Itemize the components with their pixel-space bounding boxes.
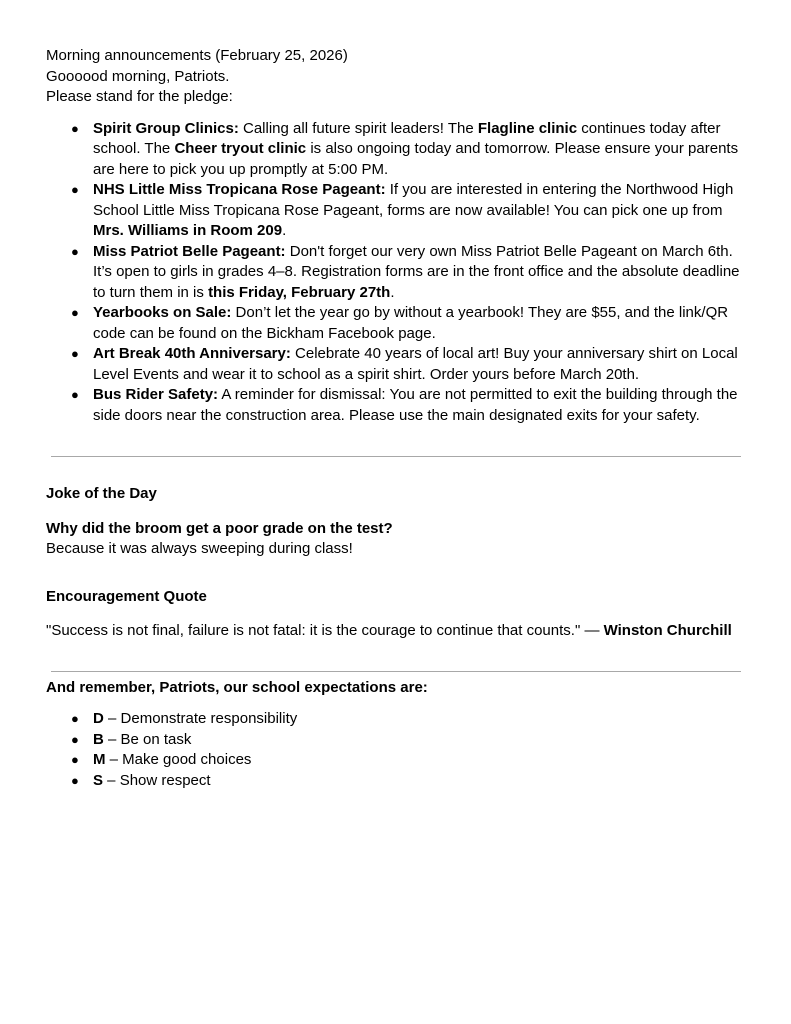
bullet-icon: ●: [71, 120, 79, 136]
announcement-item: ● Spirit Group Clinics: Calling all future spirit leaders! The Flagline clinic continues today after school. The Cheer tryout clinic is also ongoing today and tomorrow. Please ensure your parents are here to pick you up promptly at 5:00 PM.: [71, 119, 739, 178]
greeting: Goooood morning, Patriots.: [46, 67, 230, 85]
bullet-icon: ●: [71, 772, 79, 788]
announcement-item: ● Bus Rider Safety: A reminder for dismissal: You are not permitted to exit the building through the side doors near the construction area. Please use the main designated exits for your safety.: [71, 386, 738, 424]
quote-text: "Success is not final, failure is not fatal: it is the courage to continue that counts." — Winston Churchill: [46, 622, 732, 639]
bullet-icon: ●: [71, 243, 79, 259]
announcement-title: Yearbooks on Sale:: [93, 304, 232, 321]
pledge-line: Please stand for the pledge:: [46, 88, 233, 105]
joke-answer: Because it was always sweeping during class!: [46, 540, 353, 557]
expectation-item: ● S – Show respect: [46, 771, 746, 792]
announcement-title: NHS Little Miss Tropicana Rose Pageant:: [93, 181, 386, 198]
expectation-item: ● B – Be on task: [46, 730, 746, 751]
announcement-title: Bus Rider Safety:: [93, 386, 219, 403]
quote-heading: Encouragement Quote: [46, 587, 207, 605]
expectations-list: [46, 709, 746, 791]
bullet-icon: ●: [71, 731, 79, 747]
bullet-icon: ●: [71, 346, 79, 361]
divider: [51, 456, 741, 457]
bullet-icon: ●: [71, 387, 79, 402]
bullet-icon: ●: [71, 182, 79, 197]
announcement-title: Miss Patriot Belle Pageant:: [93, 242, 286, 260]
announcements-list: [46, 119, 746, 427]
joke-question: Why did the broom get a poor grade on the test?: [46, 519, 393, 537]
announcement-item: ● Miss Patriot Belle Pageant: Don't forget our very own Miss Patriot Belle Pageant on March 6th. It’s open to girls in grades 4–8. Registration forms are in the front office and the absolute deadline to turn them in is this Friday, February 27th.: [71, 242, 740, 301]
announcement-item: ● Yearbooks on Sale: Don’t let the year go by without a yearbook! They are $55, and the link/QR code can be found on the Bickham Facebook page.: [71, 304, 729, 342]
announcement-title: Art Break 40th Anniversary:: [93, 345, 291, 362]
quote-author: Winston Churchill: [603, 622, 732, 639]
joke-heading: Joke of the Day: [46, 485, 157, 502]
announcement-title: Spirit Group Clinics:: [93, 119, 239, 137]
announcement-item: ● NHS Little Miss Tropicana Rose Pageant: If you are interested in entering the Northwood High School Little Miss Tropicana Rose Pageant, forms are now available! You can pick one up from Mrs. Williams in Room 209.: [71, 181, 734, 239]
expectation-item: ● D – Demonstrate responsibility: [46, 709, 746, 730]
expectations-heading: And remember, Patriots, our school expectations are:: [46, 678, 428, 696]
announcement-item: ● Art Break 40th Anniversary: Celebrate 40 years of local art! Buy your anniversary shirt on Local Level Events and wear it to school as a spirit shirt. Order yours before March 20th.: [71, 345, 738, 383]
bullet-icon: ●: [71, 305, 79, 320]
divider: [51, 671, 741, 672]
bullet-icon: ●: [71, 752, 79, 767]
document-title: Morning announcements (February 25, 2026): [46, 47, 348, 64]
document-page: [46, 46, 746, 791]
expectation-item: ● M – Make good choices: [46, 750, 746, 771]
bullet-icon: ●: [71, 711, 79, 726]
